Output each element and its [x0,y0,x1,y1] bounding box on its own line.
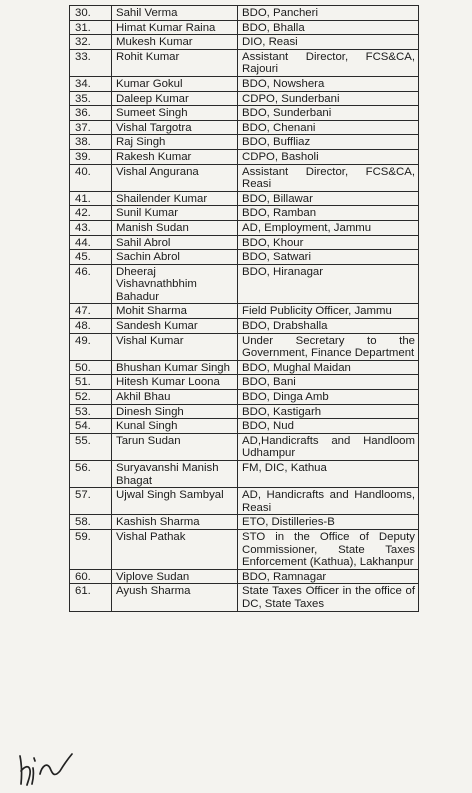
serial-number-cell: 46. [70,264,112,304]
table-row [70,461,419,488]
serial-number-cell: 43. [70,220,112,235]
posting-cell: AD,Handicrafts and Handloom Udhampur [238,433,419,460]
officer-name-cell: Vishal Targotra [112,120,238,135]
table-row [70,191,419,206]
posting-cell: BDO, Dinga Amb [238,390,419,405]
posting-cell: BDO, Billawar [238,191,419,206]
table-row [70,264,419,304]
serial-number-cell: 42. [70,206,112,221]
posting-cell: BDO, Satwari [238,250,419,265]
serial-number-cell: 33. [70,49,112,76]
table-row [70,584,419,611]
serial-number-cell: 58. [70,515,112,530]
officer-name-cell: Suryavanshi Manish Bhagat [112,461,238,488]
table-row [70,6,419,21]
posting-cell: BDO, Nud [238,419,419,434]
posting-cell: BDO, Buffliaz [238,135,419,150]
officer-name-cell: Daleep Kumar [112,91,238,106]
officer-name-cell: Mohit Sharma [112,304,238,319]
officer-name-cell: Vishal Kumar [112,333,238,360]
officer-name-cell: Dinesh Singh [112,404,238,419]
posting-cell: ETO, Distilleries-B [238,515,419,530]
officer-name-cell: Raj Singh [112,135,238,150]
officers-table [69,5,419,612]
posting-cell: BDO, Ramnagar [238,569,419,584]
serial-number-cell: 52. [70,390,112,405]
table-row [70,149,419,164]
posting-cell: CDPO, Basholi [238,149,419,164]
posting-cell: AD, Employment, Jammu [238,220,419,235]
officer-name-cell: Sumeet Singh [112,106,238,121]
posting-cell: BDO, Nowshera [238,76,419,91]
table-row [70,569,419,584]
serial-number-cell: 38. [70,135,112,150]
posting-cell: BDO, Mughal Maidan [238,360,419,375]
posting-cell: BDO, Ramban [238,206,419,221]
table-row [70,135,419,150]
table-row [70,333,419,360]
officer-name-cell: Akhil Bhau [112,390,238,405]
officer-name-cell: Vishal Pathak [112,529,238,569]
posting-cell: DIO, Reasi [238,35,419,50]
table-row [70,120,419,135]
serial-number-cell: 34. [70,76,112,91]
posting-cell: BDO, Kastigarh [238,404,419,419]
officer-name-cell: Hitesh Kumar Loona [112,375,238,390]
table-row [70,106,419,121]
posting-cell: State Taxes Officer in the office of DC, State Taxes [238,584,419,611]
serial-number-cell: 47. [70,304,112,319]
table-row [70,529,419,569]
serial-number-cell: 53. [70,404,112,419]
officer-name-cell: Mukesh Kumar [112,35,238,50]
table-row [70,91,419,106]
officer-name-cell: Ujwal Singh Sambyal [112,488,238,515]
table-row [70,20,419,35]
serial-number-cell: 35. [70,91,112,106]
serial-number-cell: 30. [70,6,112,21]
serial-number-cell: 36. [70,106,112,121]
officer-name-cell: Viplove Sudan [112,569,238,584]
table-row [70,206,419,221]
table-row [70,164,419,191]
serial-number-cell: 60. [70,569,112,584]
posting-cell: BDO, Bhalla [238,20,419,35]
posting-cell: Assistant Director, FCS&CA, Rajouri [238,49,419,76]
table-row [70,35,419,50]
officer-name-cell: Sahil Abrol [112,235,238,250]
serial-number-cell: 55. [70,433,112,460]
posting-cell: BDO, Khour [238,235,419,250]
officer-name-cell: Rohit Kumar [112,49,238,76]
posting-cell: BDO, Chenani [238,120,419,135]
posting-cell: Field Publicity Officer, Jammu [238,304,419,319]
officer-name-cell: Shailender Kumar [112,191,238,206]
table-row [70,220,419,235]
officer-name-cell: Himat Kumar Raina [112,20,238,35]
table-row [70,250,419,265]
serial-number-cell: 44. [70,235,112,250]
serial-number-cell: 40. [70,164,112,191]
officer-name-cell: Bhushan Kumar Singh [112,360,238,375]
officer-name-cell: Dheeraj Vishavnathbhim Bahadur [112,264,238,304]
posting-cell: CDPO, Sunderbani [238,91,419,106]
serial-number-cell: 49. [70,333,112,360]
officer-name-cell: Kumar Gokul [112,76,238,91]
table-row [70,404,419,419]
serial-number-cell: 57. [70,488,112,515]
handwritten-signature [14,744,74,788]
serial-number-cell: 54. [70,419,112,434]
table-row [70,515,419,530]
serial-number-cell: 41. [70,191,112,206]
officers-table-body [70,6,419,612]
officer-name-cell: Ayush Sharma [112,584,238,611]
officer-name-cell: Sandesh Kumar [112,319,238,334]
posting-cell: Assistant Director, FCS&CA, Reasi [238,164,419,191]
posting-cell: BDO, Drabshalla [238,319,419,334]
posting-cell: STO in the Office of Deputy Commissioner, State Taxes Enforcement (Kathua), Lakhanpur [238,529,419,569]
serial-number-cell: 45. [70,250,112,265]
posting-cell: BDO, Sunderbani [238,106,419,121]
officer-name-cell: Rakesh Kumar [112,149,238,164]
table-row [70,419,419,434]
serial-number-cell: 37. [70,120,112,135]
serial-number-cell: 31. [70,20,112,35]
table-row [70,49,419,76]
table-row [70,488,419,515]
table-row [70,360,419,375]
serial-number-cell: 50. [70,360,112,375]
officer-name-cell: Kunal Singh [112,419,238,434]
serial-number-cell: 51. [70,375,112,390]
serial-number-cell: 32. [70,35,112,50]
serial-number-cell: 48. [70,319,112,334]
posting-cell: AD, Handicrafts and Handlooms, Reasi [238,488,419,515]
officer-name-cell: Sachin Abrol [112,250,238,265]
posting-cell: Under Secretary to the Government, Finance Department [238,333,419,360]
table-row [70,235,419,250]
officer-name-cell: Vishal Angurana [112,164,238,191]
table-row [70,319,419,334]
table-row [70,375,419,390]
posting-cell: BDO, Pancheri [238,6,419,21]
serial-number-cell: 39. [70,149,112,164]
officer-name-cell: Tarun Sudan [112,433,238,460]
officer-name-cell: Kashish Sharma [112,515,238,530]
officer-name-cell: Sunil Kumar [112,206,238,221]
table-row [70,390,419,405]
posting-cell: FM, DIC, Kathua [238,461,419,488]
table-row [70,76,419,91]
table-row [70,433,419,460]
serial-number-cell: 59. [70,529,112,569]
posting-cell: BDO, Bani [238,375,419,390]
posting-cell: BDO, Hiranagar [238,264,419,304]
serial-number-cell: 61. [70,584,112,611]
serial-number-cell: 56. [70,461,112,488]
officer-name-cell: Manish Sudan [112,220,238,235]
officer-name-cell: Sahil Verma [112,6,238,21]
table-row [70,304,419,319]
